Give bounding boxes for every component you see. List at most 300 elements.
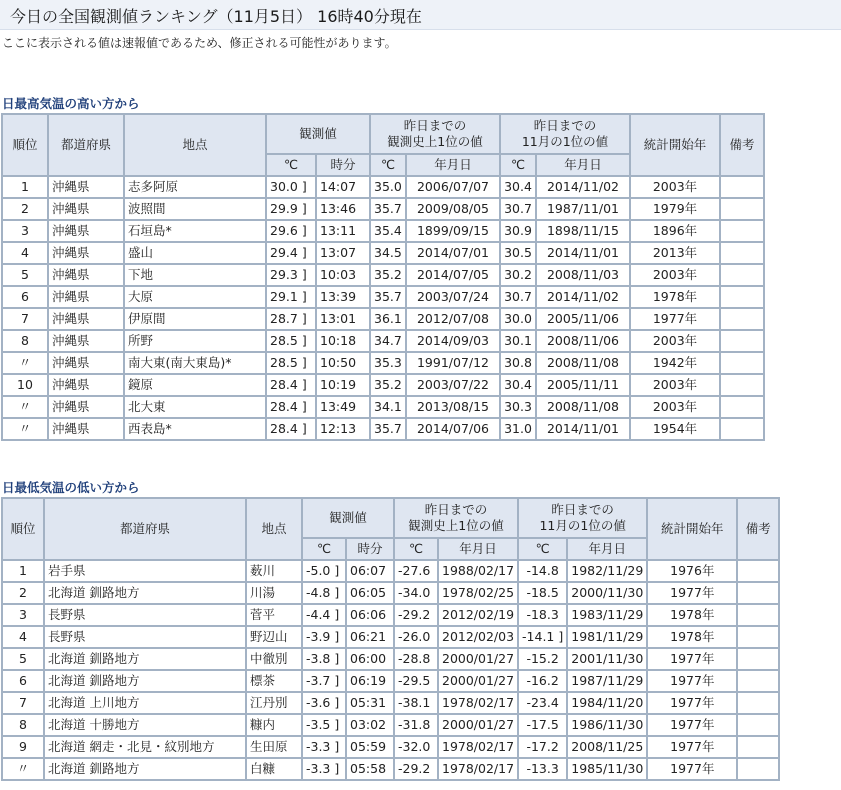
quality-flag: ] xyxy=(301,355,307,370)
observed-value-cell xyxy=(267,397,315,417)
remarks-cell xyxy=(738,737,778,757)
station-cell: 菅平 xyxy=(247,605,301,625)
stats-start-cell: 1979年 xyxy=(631,199,719,219)
rank-cell: 6 xyxy=(3,287,47,307)
history-date-cell: 2009/08/05 xyxy=(407,199,499,219)
observed-time-cell: 05:31 xyxy=(347,693,393,713)
rank-cell: 6 xyxy=(3,671,43,691)
col-observed: 観測値 xyxy=(267,115,369,153)
col-prefecture: 都道府県 xyxy=(49,115,123,175)
remarks-cell xyxy=(721,287,763,307)
observed-time-cell: 06:06 xyxy=(347,605,393,625)
rank-cell: 8 xyxy=(3,331,47,351)
col-rank: 順位 xyxy=(3,115,47,175)
history-value-cell: -34.0 xyxy=(395,583,437,603)
month-date-cell: 2005/11/11 xyxy=(537,375,629,395)
quality-flag: ] xyxy=(301,333,307,348)
history-date-cell: 2013/08/15 xyxy=(407,397,499,417)
col-record-month-line1: 昨日までの xyxy=(533,118,597,133)
col-observed: 観測値 xyxy=(303,499,393,537)
month-date-cell: 2014/11/01 xyxy=(537,419,629,439)
col-station: 地点 xyxy=(125,115,265,175)
month-value-cell: 30.7 xyxy=(501,199,535,219)
month-date-cell: 2005/11/06 xyxy=(537,309,629,329)
history-value-cell: 34.7 xyxy=(371,331,405,351)
col-record-history-line1: 昨日までの xyxy=(403,118,467,133)
history-date-cell: 1978/02/17 xyxy=(439,759,517,779)
month-value-cell: 30.0 xyxy=(501,309,535,329)
observed-value: 28.4 xyxy=(270,421,298,436)
station-cell: 中徹別 xyxy=(247,649,301,669)
remarks-cell xyxy=(721,221,763,241)
quality-flag: ] xyxy=(334,629,340,644)
prefecture-cell: 北海道 釧路地方 xyxy=(45,583,245,603)
observed-value: -4.4 xyxy=(306,607,331,622)
history-value-cell: -29.5 xyxy=(395,671,437,691)
col-record-history xyxy=(371,115,499,153)
month-value-cell: -14.8 xyxy=(519,561,566,581)
observed-value-cell xyxy=(303,671,345,691)
rank-cell: 4 xyxy=(3,627,43,647)
quality-flag: ] xyxy=(301,421,307,436)
table-row xyxy=(3,353,763,373)
station-cell: 野辺山 xyxy=(247,627,301,647)
observed-time-cell: 13:49 xyxy=(317,397,369,417)
observed-value-cell xyxy=(267,353,315,373)
observed-time-cell: 06:19 xyxy=(347,671,393,691)
rank-cell: 〃 xyxy=(3,397,47,417)
quality-flag: ] xyxy=(301,289,307,304)
observed-value-cell xyxy=(303,649,345,669)
history-value-cell: 36.1 xyxy=(371,309,405,329)
month-value-cell: 30.4 xyxy=(501,177,535,197)
prefecture-cell: 沖縄県 xyxy=(49,375,123,395)
observed-value: -3.9 xyxy=(306,629,331,644)
observed-time-cell: 10:50 xyxy=(317,353,369,373)
observed-value-cell xyxy=(303,759,345,779)
col-prefecture: 都道府県 xyxy=(45,499,245,559)
quality-flag: ] xyxy=(301,377,307,392)
observed-value: 30.0 xyxy=(270,179,298,194)
station-cell: 薮川 xyxy=(247,561,301,581)
stats-start-cell: 1978年 xyxy=(648,627,736,647)
month-date-cell: 1987/11/01 xyxy=(537,199,629,219)
prefecture-cell: 沖縄県 xyxy=(49,243,123,263)
quality-flag: ] xyxy=(334,651,340,666)
observed-time-cell: 13:01 xyxy=(317,309,369,329)
observed-time-cell: 10:19 xyxy=(317,375,369,395)
table-row xyxy=(3,397,763,417)
col-stats-start: 統計開始年 xyxy=(648,499,736,559)
history-value-cell: 35.4 xyxy=(371,221,405,241)
month-value-cell: 30.9 xyxy=(501,221,535,241)
station-cell: 標茶 xyxy=(247,671,301,691)
history-date-cell: 2014/07/06 xyxy=(407,419,499,439)
observed-value: -3.5 xyxy=(306,717,331,732)
prefecture-cell: 沖縄県 xyxy=(49,199,123,219)
month-date-cell: 2014/11/02 xyxy=(537,287,629,307)
table-row xyxy=(3,605,778,625)
col-record-month-line2: 11月の1位の値 xyxy=(539,518,626,533)
month-date-cell: 2008/11/25 xyxy=(568,737,646,757)
rank-cell: 1 xyxy=(3,561,43,581)
provisional-notice: ここに表示される値は速報値であるため、修正される可能性があります。 xyxy=(2,36,397,50)
observed-value: 29.4 xyxy=(270,245,298,260)
station-cell: 伊原間 xyxy=(125,309,265,329)
observed-value: -3.8 xyxy=(306,651,331,666)
remarks-cell xyxy=(721,265,763,285)
history-date-cell: 2000/01/27 xyxy=(439,649,517,669)
table-row xyxy=(3,693,778,713)
table-row xyxy=(3,715,778,735)
col-stats-start: 統計開始年 xyxy=(631,115,719,175)
col-record-month xyxy=(501,115,629,153)
table-row xyxy=(3,583,778,603)
remarks-cell xyxy=(721,353,763,373)
prefecture-cell: 北海道 上川地方 xyxy=(45,693,245,713)
col-history-date: 年月日 xyxy=(407,155,499,175)
month-date-cell: 1984/11/20 xyxy=(568,693,646,713)
month-date-cell: 2008/11/08 xyxy=(537,353,629,373)
col-observed-time: 時分 xyxy=(347,539,393,559)
observed-value-cell xyxy=(267,375,315,395)
observed-time-cell: 05:58 xyxy=(347,759,393,779)
history-value-cell: -38.1 xyxy=(395,693,437,713)
col-month-date: 年月日 xyxy=(537,155,629,175)
month-value-cell: -23.4 xyxy=(519,693,566,713)
observed-value-cell xyxy=(267,331,315,351)
stats-start-cell: 2003年 xyxy=(631,375,719,395)
quality-flag: ] xyxy=(301,399,307,414)
quality-flag: ] xyxy=(334,695,340,710)
history-value-cell: -32.0 xyxy=(395,737,437,757)
history-value-cell: 34.5 xyxy=(371,243,405,263)
prefecture-cell: 長野県 xyxy=(45,627,245,647)
rank-cell: 〃 xyxy=(3,353,47,373)
remarks-cell xyxy=(738,627,778,647)
observed-time-cell: 12:13 xyxy=(317,419,369,439)
month-date-cell: 2008/11/08 xyxy=(537,397,629,417)
observed-value-cell xyxy=(303,693,345,713)
rank-cell: 3 xyxy=(3,221,47,241)
month-value-cell: -17.5 xyxy=(519,715,566,735)
observed-time-cell: 13:11 xyxy=(317,221,369,241)
month-date-cell: 2008/11/06 xyxy=(537,331,629,351)
history-value-cell: -31.8 xyxy=(395,715,437,735)
col-history-celsius: ℃ xyxy=(371,155,405,175)
prefecture-cell: 北海道 釧路地方 xyxy=(45,671,245,691)
observed-value-cell xyxy=(303,561,345,581)
month-date-cell: 1898/11/15 xyxy=(537,221,629,241)
col-observed-celsius: ℃ xyxy=(267,155,315,175)
observed-value-cell xyxy=(267,265,315,285)
history-date-cell: 2006/07/07 xyxy=(407,177,499,197)
prefecture-cell: 沖縄県 xyxy=(49,287,123,307)
station-cell: 川湯 xyxy=(247,583,301,603)
prefecture-cell: 沖縄県 xyxy=(49,177,123,197)
month-date-cell: 1987/11/29 xyxy=(568,671,646,691)
quality-flag: ] xyxy=(334,761,340,776)
remarks-cell xyxy=(738,671,778,691)
observed-value-cell xyxy=(303,737,345,757)
quality-flag: ] xyxy=(301,267,307,282)
quality-flag: ] xyxy=(334,563,340,578)
col-record-month xyxy=(519,499,646,537)
stats-start-cell: 1977年 xyxy=(648,649,736,669)
quality-flag: ] xyxy=(301,201,307,216)
stats-start-cell: 1896年 xyxy=(631,221,719,241)
month-value-cell: 30.7 xyxy=(501,287,535,307)
observed-value: -4.8 xyxy=(306,585,331,600)
station-cell: 大原 xyxy=(125,287,265,307)
month-value-cell: -18.3 xyxy=(519,605,566,625)
observed-time-cell: 14:07 xyxy=(317,177,369,197)
month-value-cell: -16.2 xyxy=(519,671,566,691)
observed-time-cell: 13:39 xyxy=(317,287,369,307)
table-row xyxy=(3,737,778,757)
history-date-cell: 2014/07/01 xyxy=(407,243,499,263)
observed-value: -3.7 xyxy=(306,673,331,688)
stats-start-cell: 1977年 xyxy=(648,583,736,603)
col-observed-time: 時分 xyxy=(317,155,369,175)
station-cell: 西表島* xyxy=(125,419,265,439)
quality-flag: ] xyxy=(301,223,307,238)
table-row xyxy=(3,419,763,439)
observed-value: 28.5 xyxy=(270,355,298,370)
stats-start-cell: 1977年 xyxy=(648,671,736,691)
observed-time-cell: 06:07 xyxy=(347,561,393,581)
prefecture-cell: 沖縄県 xyxy=(49,331,123,351)
rank-cell: 〃 xyxy=(3,759,43,779)
observed-time-cell: 10:18 xyxy=(317,331,369,351)
stats-start-cell: 1977年 xyxy=(631,309,719,329)
stats-start-cell: 1977年 xyxy=(648,715,736,735)
col-remarks: 備考 xyxy=(738,499,778,559)
col-record-history-line2: 観測史上1位の値 xyxy=(387,134,483,149)
station-cell: 波照間 xyxy=(125,199,265,219)
station-cell: 下地 xyxy=(125,265,265,285)
col-month-date: 年月日 xyxy=(568,539,646,559)
month-date-cell: 2001/11/30 xyxy=(568,649,646,669)
remarks-cell xyxy=(721,375,763,395)
prefecture-cell: 長野県 xyxy=(45,605,245,625)
observed-time-cell: 05:59 xyxy=(347,737,393,757)
prefecture-cell: 沖縄県 xyxy=(49,309,123,329)
col-month-celsius: ℃ xyxy=(519,539,566,559)
observed-value: 28.7 xyxy=(270,311,298,326)
quality-flag: ] xyxy=(334,673,340,688)
remarks-cell xyxy=(738,715,778,735)
history-value-cell: -29.2 xyxy=(395,605,437,625)
observed-value-cell xyxy=(267,419,315,439)
rank-cell: 1 xyxy=(3,177,47,197)
stats-start-cell: 2013年 xyxy=(631,243,719,263)
history-value-cell: -28.8 xyxy=(395,649,437,669)
history-date-cell: 2012/07/08 xyxy=(407,309,499,329)
rank-cell: 2 xyxy=(3,583,43,603)
month-date-cell: 2000/11/30 xyxy=(568,583,646,603)
col-history-date: 年月日 xyxy=(439,539,517,559)
remarks-cell xyxy=(721,199,763,219)
table-row xyxy=(3,221,763,241)
observed-time-cell: 13:46 xyxy=(317,199,369,219)
stats-start-cell: 1977年 xyxy=(648,693,736,713)
history-value-cell: 35.7 xyxy=(371,199,405,219)
col-record-history-line2: 観測史上1位の値 xyxy=(408,518,504,533)
stats-start-cell: 2003年 xyxy=(631,397,719,417)
month-value-cell: 30.8 xyxy=(501,353,535,373)
history-date-cell: 1978/02/25 xyxy=(439,583,517,603)
table-row xyxy=(3,561,778,581)
history-value-cell: 35.2 xyxy=(371,375,405,395)
rank-cell: 5 xyxy=(3,649,43,669)
month-value-cell: 30.1 xyxy=(501,331,535,351)
observed-value-cell xyxy=(267,221,315,241)
observed-value: 29.3 xyxy=(270,267,298,282)
table-row xyxy=(3,309,763,329)
prefecture-cell: 沖縄県 xyxy=(49,397,123,417)
month-value-cell: 30.2 xyxy=(501,265,535,285)
station-cell: 江丹別 xyxy=(247,693,301,713)
station-cell: 志多阿原 xyxy=(125,177,265,197)
col-history-celsius: ℃ xyxy=(395,539,437,559)
stats-start-cell: 2003年 xyxy=(631,177,719,197)
quality-flag: ] xyxy=(334,717,340,732)
remarks-cell xyxy=(738,561,778,581)
col-record-history xyxy=(395,499,517,537)
col-record-history-line1: 昨日までの xyxy=(424,502,488,517)
month-value-cell: 30.3 xyxy=(501,397,535,417)
stats-start-cell: 1977年 xyxy=(648,737,736,757)
col-station: 地点 xyxy=(247,499,301,559)
observed-time-cell: 03:02 xyxy=(347,715,393,735)
month-date-cell: 2008/11/03 xyxy=(537,265,629,285)
quality-flag: ] xyxy=(301,179,307,194)
prefecture-cell: 北海道 十勝地方 xyxy=(45,715,245,735)
observed-value: 29.6 xyxy=(270,223,298,238)
remarks-cell xyxy=(738,605,778,625)
month-date-cell: 1982/11/29 xyxy=(568,561,646,581)
observed-value: -3.3 xyxy=(306,761,331,776)
month-date-cell: 1985/11/30 xyxy=(568,759,646,779)
observed-value-cell xyxy=(303,583,345,603)
low-temp-section-title: 日最低気温の低い方から xyxy=(2,480,140,495)
station-cell: 石垣島* xyxy=(125,221,265,241)
history-date-cell: 1991/07/12 xyxy=(407,353,499,373)
prefecture-cell: 沖縄県 xyxy=(49,265,123,285)
rank-cell: 4 xyxy=(3,243,47,263)
history-date-cell: 1978/02/17 xyxy=(439,693,517,713)
station-cell: 南大東(南大東島)* xyxy=(125,353,265,373)
page-header xyxy=(0,0,841,30)
history-date-cell: 2003/07/22 xyxy=(407,375,499,395)
remarks-cell xyxy=(721,243,763,263)
month-value-cell: -14.1 ] xyxy=(519,627,566,647)
month-date-cell: 1983/11/29 xyxy=(568,605,646,625)
history-date-cell: 2014/07/05 xyxy=(407,265,499,285)
col-remarks: 備考 xyxy=(721,115,763,175)
month-date-cell: 2014/11/02 xyxy=(537,177,629,197)
remarks-cell xyxy=(721,419,763,439)
table-row xyxy=(3,627,778,647)
remarks-cell xyxy=(738,583,778,603)
remarks-cell xyxy=(721,309,763,329)
rank-cell: 7 xyxy=(3,309,47,329)
table-row xyxy=(3,331,763,351)
observed-value-cell xyxy=(267,309,315,329)
stats-start-cell: 2003年 xyxy=(631,331,719,351)
table-row xyxy=(3,671,778,691)
history-value-cell: 35.7 xyxy=(371,287,405,307)
history-date-cell: 1899/09/15 xyxy=(407,221,499,241)
station-cell: 所野 xyxy=(125,331,265,351)
history-value-cell: 35.2 xyxy=(371,265,405,285)
station-cell: 北大東 xyxy=(125,397,265,417)
high-temp-ranking-table xyxy=(1,113,765,441)
observed-value-cell xyxy=(267,177,315,197)
station-cell: 白糠 xyxy=(247,759,301,779)
month-value-cell: 30.5 xyxy=(501,243,535,263)
month-value-cell: -18.5 xyxy=(519,583,566,603)
stats-start-cell: 1977年 xyxy=(648,759,736,779)
observed-value: -3.3 xyxy=(306,739,331,754)
rank-cell: 3 xyxy=(3,605,43,625)
history-value-cell: 35.0 xyxy=(371,177,405,197)
prefecture-cell: 岩手県 xyxy=(45,561,245,581)
table-row xyxy=(3,759,778,779)
quality-flag: ] xyxy=(334,739,340,754)
low-temp-ranking-table xyxy=(1,497,780,781)
remarks-cell xyxy=(738,759,778,779)
observed-value: -3.6 xyxy=(306,695,331,710)
prefecture-cell: 北海道 釧路地方 xyxy=(45,759,245,779)
observed-time-cell: 13:07 xyxy=(317,243,369,263)
remarks-cell xyxy=(738,649,778,669)
month-value-cell: -17.2 xyxy=(519,737,566,757)
table-row xyxy=(3,199,763,219)
observed-time-cell: 06:00 xyxy=(347,649,393,669)
observed-time-cell: 06:21 xyxy=(347,627,393,647)
quality-flag: ] xyxy=(334,607,340,622)
rank-cell: 5 xyxy=(3,265,47,285)
table-row xyxy=(3,177,763,197)
prefecture-cell: 北海道 釧路地方 xyxy=(45,649,245,669)
observed-value-cell xyxy=(267,243,315,263)
history-date-cell: 2003/07/24 xyxy=(407,287,499,307)
stats-start-cell: 2003年 xyxy=(631,265,719,285)
observed-value: -5.0 xyxy=(306,563,331,578)
observed-value: 28.5 xyxy=(270,333,298,348)
col-observed-celsius: ℃ xyxy=(303,539,345,559)
rank-cell: 8 xyxy=(3,715,43,735)
observed-value: 29.1 xyxy=(270,289,298,304)
history-value-cell: 35.7 xyxy=(371,419,405,439)
table-row xyxy=(3,265,763,285)
history-date-cell: 2000/01/27 xyxy=(439,715,517,735)
quality-flag: ] xyxy=(301,245,307,260)
observed-time-cell: 10:03 xyxy=(317,265,369,285)
table-row xyxy=(3,375,763,395)
table-row xyxy=(3,649,778,669)
stats-start-cell: 1976年 xyxy=(648,561,736,581)
station-cell: 盛山 xyxy=(125,243,265,263)
page-title: 今日の全国観測値ランキング（11月5日） 16時40分現在 xyxy=(10,7,422,26)
history-value-cell: -27.6 xyxy=(395,561,437,581)
observed-value: 28.4 xyxy=(270,399,298,414)
observed-time-cell: 06:05 xyxy=(347,583,393,603)
observed-value-cell xyxy=(303,605,345,625)
prefecture-cell: 沖縄県 xyxy=(49,419,123,439)
